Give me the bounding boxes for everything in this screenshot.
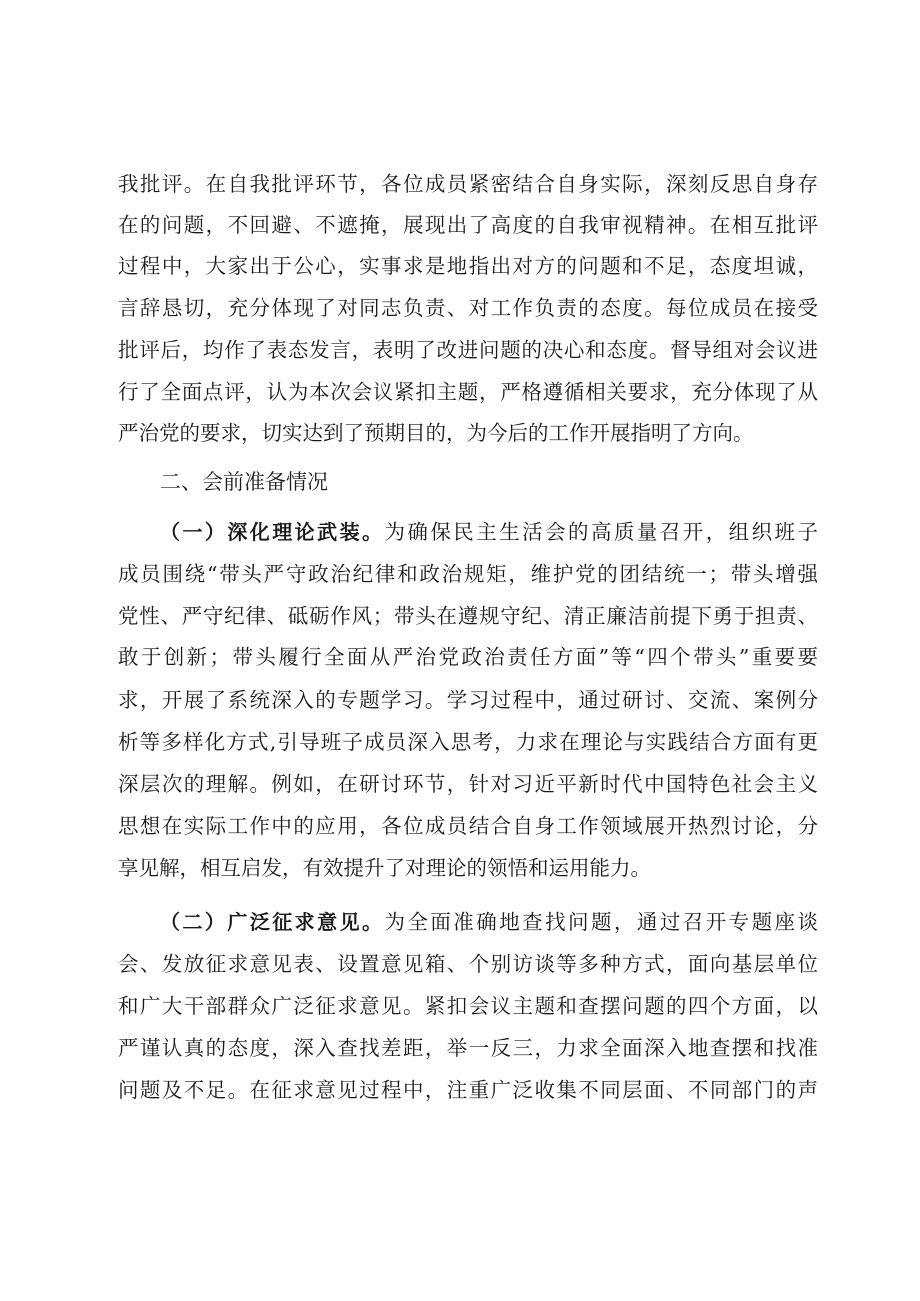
- paragraph-line: 言辞恳切，充分体现了对同志负责、对工作负责的态度。每位成员在接受: [118, 296, 818, 320]
- paragraph-line: 严治党的要求，切实达到了预期目的，为今后的工作开展指明了方向。: [118, 421, 754, 445]
- paragraph-line: 析等多样化方式,引导班子成员深入思考，力求在理论与实践结合方面有更: [118, 730, 818, 754]
- paragraph-line: 行了全面点评，认为本次会议紧扣主题，严格遵循相关要求，充分体现了从: [118, 380, 818, 404]
- paragraph-line: 在的问题，不回避、不遮掩，展现出了高度的自我审视精神。在相互批评: [118, 213, 818, 237]
- paragraph-line: 求，开展了系统深入的专题学习。学习过程中，通过研讨、交流、案例分: [118, 688, 818, 712]
- paragraph-line: 和广大干部群众广泛征求意见。紧扣会议主题和查摆问题的四个方面，以: [118, 994, 818, 1018]
- paragraph-line: 成员围绕“带头严守政治纪律和政治规矩，维护党的团结统一；带头增强: [118, 562, 818, 586]
- paragraph-line: 深层次的理解。例如，在研讨环节，针对习近平新时代中国特色社会主义: [118, 772, 818, 796]
- paragraph-line: 享见解，相互启发，有效提升了对理论的领悟和运用能力。: [118, 856, 651, 880]
- subsection-title: （一）深化理论武装。: [160, 520, 385, 544]
- subsection-first-line: [160, 902, 818, 942]
- paragraph-line: 批评后，均作了表态发言，表明了改进问题的决心和态度。督导组对会议进: [118, 338, 818, 362]
- paragraph-line: 问题及不足。在征求意见过程中，注重广泛收集不同层面、不同部门的声: [118, 1078, 818, 1102]
- paragraph-line: 过程中，大家出于公心，实事求是地指出对方的问题和不足，态度坦诚，: [118, 254, 818, 278]
- paragraph-line: 敢于创新；带头履行全面从严治党政治责任方面”等“四个带头”重要要: [118, 645, 818, 669]
- paragraph-line: 会、发放征求意见表、设置意见箱、个别访谈等多种方式，面向基层单位: [118, 952, 818, 976]
- paragraph-line: 我批评。在自我批评环节，各位成员紧密结合自身实际，深刻反思自身存: [118, 172, 818, 196]
- subsection-first-line-text: 为确保民主生活会的高质量召开，组织班子: [384, 520, 819, 544]
- subsection-title: （二）广泛征求意见。: [160, 910, 385, 934]
- paragraph-line: 严谨认真的态度，深入查找差距，举一反三，力求全面深入地查摆和找准: [118, 1036, 818, 1060]
- subsection-first-line: [160, 512, 818, 552]
- paragraph-line: 思想在实际工作中的应用，各位成员结合自身工作领域展开热烈讨论，分: [118, 814, 818, 838]
- section-heading: 二、会前准备情况: [160, 470, 328, 494]
- subsection-first-line-text: 为全面准确地查找问题，通过召开专题座谈: [384, 910, 819, 934]
- paragraph-line: 党性、严守纪律、砥砺作风；带头在遵规守纪、清正廉洁前提下勇于担责、: [118, 604, 818, 628]
